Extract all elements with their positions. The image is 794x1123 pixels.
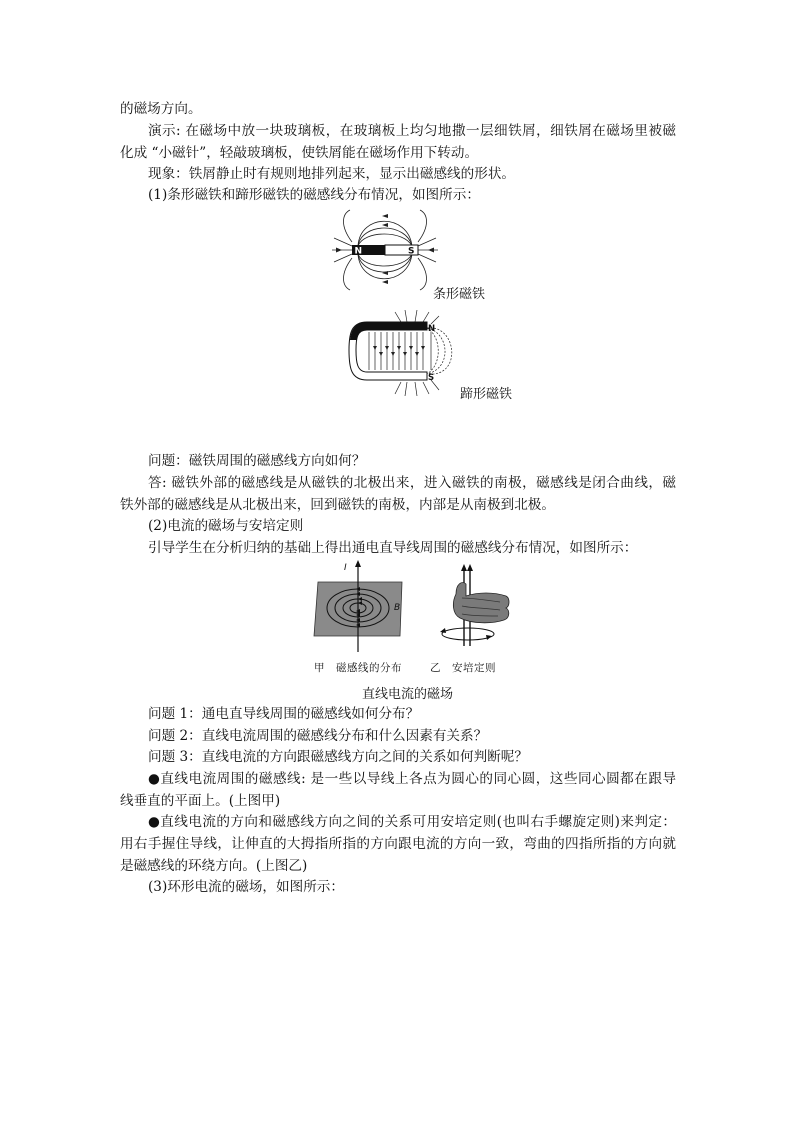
text-line: 问题 1：通电直导线周围的磁感线如何分布？ bbox=[148, 706, 420, 722]
field-b-label: B bbox=[394, 603, 401, 613]
text-line: 问题：磁铁周围的磁感线方向如何？ bbox=[148, 453, 366, 469]
ampere-rule-figure bbox=[432, 562, 516, 648]
text-line: 引导学生在分析归纳的基础上得出通电直导线周围的磁感线分布情况，如图所示： bbox=[148, 540, 638, 556]
text-line: (1)条形磁铁和蹄形磁铁的磁感线分布情况，如图所示： bbox=[148, 187, 480, 203]
horseshoe-s-label: S bbox=[428, 373, 435, 383]
text-line: 铁外部的磁感线是从北极出来，回到磁铁的南极，内部是从南极到北极。 bbox=[120, 497, 555, 513]
text-line: 用右手握住导线，让伸直的大拇指所指的方向跟电流的方向一致，弯曲的四指所指的方向就 bbox=[120, 836, 676, 852]
text-line: (2)电流的磁场与安培定则 bbox=[148, 518, 304, 534]
bar-magnet-caption: 条形磁铁 bbox=[433, 287, 486, 302]
caption-jia: 甲 磁感线的分布 bbox=[314, 662, 402, 674]
bar-magnet-figure bbox=[330, 208, 440, 292]
text-line: 的磁场方向。 bbox=[120, 101, 202, 117]
wire-figure-caption: 直线电流的磁场 bbox=[362, 687, 454, 702]
text-line: 线垂直的平面上。(上图甲) bbox=[120, 793, 281, 809]
bar-magnet-n-label: N bbox=[354, 246, 363, 257]
horseshoe-n-label: N bbox=[428, 324, 436, 334]
bar-magnet-s-label: S bbox=[408, 246, 415, 257]
text-line: 问题 2：直线电流周围的磁感线分布和什么因素有关系？ bbox=[148, 728, 488, 744]
text-line: ●直线电流的方向和磁感线方向之间的关系可用安培定则(也叫右手螺旋定则)来判定： bbox=[148, 814, 676, 830]
text-line: 答: 磁铁外部的磁感线是从磁铁的北极出来，进入磁铁的南极，磁感线是闭合曲线，磁 bbox=[148, 475, 676, 491]
text-line: (3)环形电流的磁场，如图所示： bbox=[148, 879, 344, 895]
current-i-label: I bbox=[344, 563, 347, 573]
wire-field-figure bbox=[312, 556, 408, 654]
text-line: 问题 3：直线电流的方向跟磁感线方向之间的关系如何判断呢？ bbox=[148, 749, 528, 765]
horseshoe-magnet-caption: 蹄形磁铁 bbox=[460, 387, 513, 402]
text-line: 是磁感线的环绕方向。(上图乙) bbox=[120, 858, 308, 874]
horseshoe-magnet-figure bbox=[345, 310, 463, 396]
text-line: ●直线电流周围的磁感线: 是一些以导线上各点为圆心的同心圆，这些同心圆都在跟导 bbox=[148, 771, 676, 787]
text-line: 演示: 在磁场中放一块玻璃板，在玻璃板上均匀地撒一层细铁屑，细铁屑在磁场里被磁 bbox=[148, 123, 676, 139]
text-line: 化成 “小磁针”，轻敲玻璃板，使铁屑能在磁场作用下转动。 bbox=[120, 145, 479, 161]
caption-yi: 乙 安培定则 bbox=[430, 662, 496, 674]
text-line: 现象：铁屑静止时有规则地排列起来，显示出磁感线的形状。 bbox=[148, 166, 516, 182]
